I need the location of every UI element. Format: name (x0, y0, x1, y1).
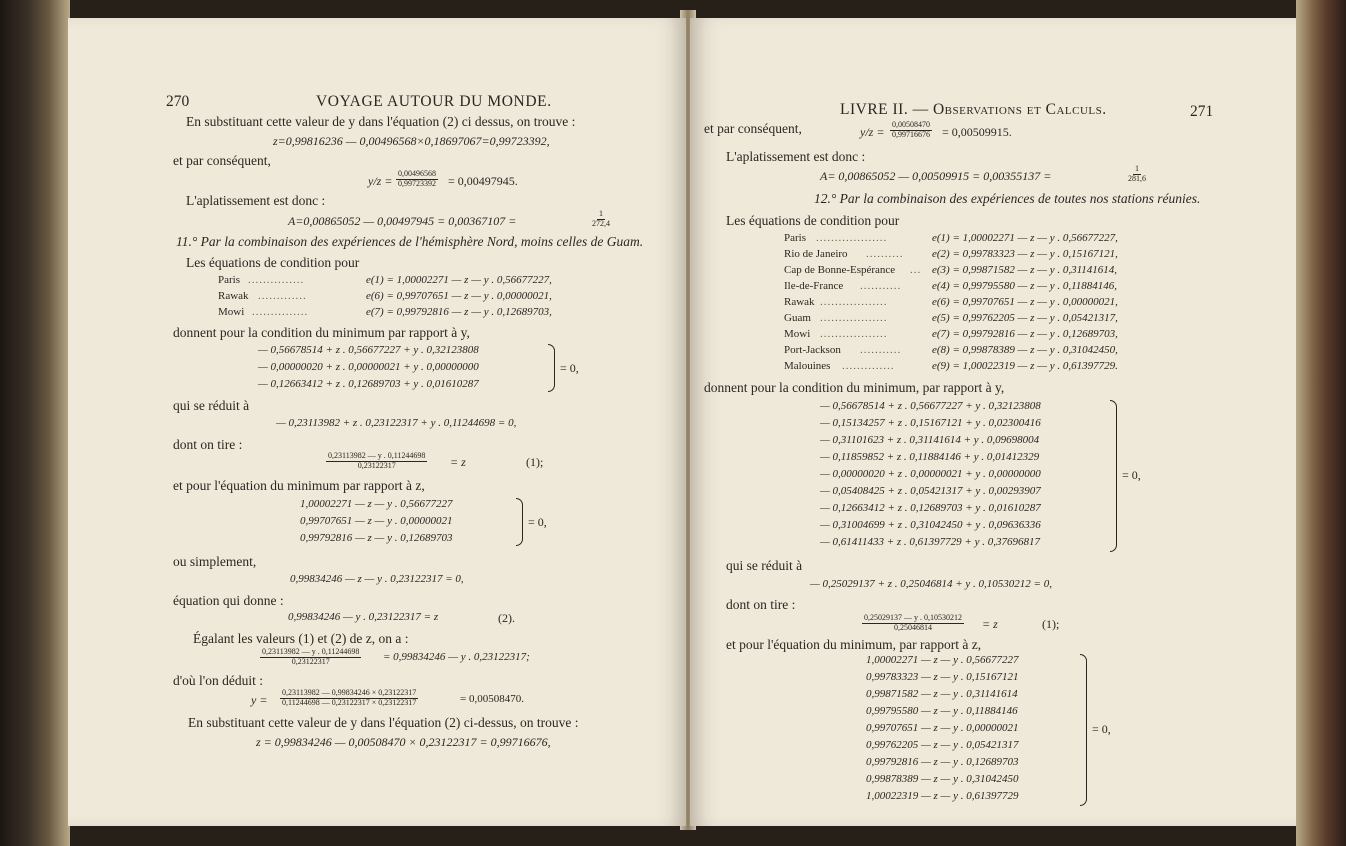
fraction (890, 121, 932, 140)
station-name: Ile-de-France (784, 280, 844, 292)
fraction (592, 210, 610, 229)
paragraph: d'où l'on déduit : (173, 673, 263, 688)
brace (516, 498, 523, 546)
equation: — 0,23113982 + z . 0,23122317 + y . 0,11244698 = 0, (276, 417, 517, 429)
fraction-lhs: y/z = (860, 125, 885, 139)
fraction-numerator: 0,23113982 — y . 0,11244698 (328, 451, 426, 460)
fraction (326, 452, 427, 471)
leader-dots: .................. (820, 312, 888, 324)
min-z-row: 0,99707651 — z — y . 0,00000021 (300, 515, 453, 527)
intro-line: En substituant cette valeur de y dans l'équation (2) ci dessus, on trouve : (186, 114, 576, 129)
fraction-denominator: 0,99723392 (398, 178, 436, 188)
paragraph: Les équations de condition pour (726, 213, 900, 228)
fraction-numerator: 1 (1135, 164, 1139, 173)
paragraph: dont on tire : (726, 597, 796, 612)
min-y-row: — 0,56678514 + z . 0,56677227 + y . 0,32123808 (820, 400, 1041, 412)
fraction-lhs: y/z = (368, 174, 393, 188)
fraction-denominator: 0,99716676 (892, 129, 930, 139)
leader-dots: ............. (258, 290, 307, 302)
fraction-rhs: = 0,00508470. (460, 693, 524, 705)
station-name: Paris (218, 274, 240, 286)
min-y-row: — 0,12663412 + z . 0,12689703 + y . 0,01610287 (258, 378, 479, 390)
min-y-row: — 0,31004699 + z . 0,31042450 + y . 0,09636336 (820, 519, 1041, 531)
paragraph: et pour l'équation du minimum par rapport à z, (173, 478, 425, 493)
paragraph: qui se réduit à (173, 398, 250, 413)
fraction-denominator: 272,4 (592, 218, 610, 228)
station-equation: e(3) = 0,99871582 — z — y . 0,31141614, (932, 264, 1118, 276)
station-equation: e(8) = 0,99878389 — z — y . 0,31042450, (932, 344, 1118, 356)
station-equation: e(1) = 1,00002271 — z — y . 0,56677227, (366, 274, 552, 286)
equation: A= 0,00865052 — 0,00509915 = 0,00355137 = (820, 169, 1052, 183)
station-name: Port-Jackson (784, 344, 841, 356)
paragraph: L'aplatissement est donc : (726, 149, 866, 164)
leader-dots: ................... (816, 232, 888, 244)
paragraph: L'aplatissement est donc : (186, 193, 326, 208)
equation: — 0,25029137 + z . 0,25046814 + y . 0,10530212 = 0, (810, 578, 1052, 590)
leader-dots: ........... (860, 344, 902, 356)
fraction-denominator: 281,6 (1128, 173, 1146, 183)
book-edge-left (0, 0, 70, 846)
leader-dots: ........... (860, 280, 902, 292)
equation-number: (1); (526, 455, 544, 469)
right-page (690, 18, 1296, 826)
page-number-right: 271 (1190, 103, 1214, 120)
min-z-row: 0,99707651 — z — y . 0,00000021 (866, 722, 1019, 734)
left-page (68, 18, 686, 826)
brace (1080, 654, 1087, 806)
page-number-left: 270 (166, 93, 190, 110)
fraction-numerator: 0,25029137 — y . 0,10530212 (864, 613, 962, 622)
min-y-row: — 0,00000020 + z . 0,00000021 + y . 0,00000000 (258, 361, 479, 373)
station-equation: e(6) = 0,99707651 — z — y . 0,00000021, (932, 296, 1118, 308)
min-y-row: — 0,11859852 + z . 0,11884146 + y . 0,01412329 (820, 451, 1040, 463)
leader-dots: .............. (842, 360, 895, 372)
min-z-row: 1,00002271 — z — y . 0,56677227 (866, 654, 1019, 666)
station-equation: e(2) = 0,99783323 — z — y . 0,15167121, (932, 248, 1118, 260)
fraction (862, 614, 964, 633)
paragraph: En substituant cette valeur de y dans l'équation (2) ci-dessus, on trouve : (188, 715, 579, 730)
station-equation: e(7) = 0,99792816 — z — y . 0,12689703, (366, 306, 552, 318)
paragraph: et par conséquent, (704, 121, 802, 136)
brace-result: = 0, (528, 515, 547, 529)
min-z-row: 0,99792816 — z — y . 0,12689703 (866, 756, 1019, 768)
equation-number: (1); (1042, 617, 1060, 631)
station-name: Mowi (784, 328, 811, 340)
station-equation: e(9) = 1,00022319 — z — y . 0,61397729. (932, 360, 1118, 372)
station-name: Rio de Janeiro (784, 248, 848, 260)
station-equation: e(1) = 1,00002271 — z — y . 0,56677227, (932, 232, 1118, 244)
paragraph: et par conséquent, (173, 153, 271, 168)
leader-dots: .................. (820, 296, 888, 308)
fraction-denominator: 0,11244698 — 0,23122317 × 0,23122317 (282, 697, 417, 707)
min-z-row: 0,99783323 — z — y . 0,15167121 (866, 671, 1019, 683)
station-equation: e(6) = 0,99707651 — z — y . 0,00000021, (366, 290, 552, 302)
fraction-rhs: = 0,99834246 — y . 0,23122317; (383, 651, 530, 663)
min-y-row: — 0,56678514 + z . 0,56677227 + y . 0,32123808 (258, 344, 479, 356)
leader-dots: ............... (248, 274, 305, 286)
station-equation: e(4) = 0,99795580 — z — y . 0,11884146, (932, 280, 1118, 292)
fraction-rhs: = 0,00509915. (942, 125, 1012, 139)
min-y-row: — 0,00000020 + z . 0,00000021 + y . 0,00000000 (820, 468, 1041, 480)
min-z-row: 0,99792816 — z — y . 0,12689703 (300, 532, 453, 544)
station-name: Mowi (218, 306, 245, 318)
paragraph: donnent pour la condition du minimum, par rapport à y, (704, 380, 1005, 395)
min-y-row: — 0,15134257 + z . 0,15167121 + y . 0,02300416 (820, 417, 1041, 429)
fraction-numerator: 0,00496568 (398, 169, 436, 178)
fraction-numerator: 0,23113982 — 0,99834246 × 0,23122317 (282, 688, 417, 697)
brace (548, 344, 555, 392)
station-name: Cap de Bonne-Espérance (784, 264, 896, 276)
fraction-denominator: 0,23122317 (291, 656, 330, 666)
station-equation: e(7) = 0,99792816 — z — y . 0,12689703, (932, 328, 1118, 340)
fraction-denominator: 0,25046814 (894, 622, 932, 632)
min-y-row: — 0,31101623 + z . 0,31141614 + y . 0,09698004 (820, 434, 1040, 446)
station-name: Malouines (784, 360, 831, 372)
brace (1110, 400, 1117, 552)
min-z-row: 0,99878389 — z — y . 0,31042450 (866, 773, 1019, 785)
fraction (260, 648, 361, 667)
fraction-lhs: y = (251, 693, 268, 707)
fraction-rhs: = z (982, 617, 998, 631)
fraction-numerator: 1 (599, 209, 603, 218)
fraction-numerator: 0,23113982 — y . 0,11244698 (262, 647, 360, 656)
station-equation: e(5) = 0,99762205 — z — y . 0,05421317, (932, 312, 1118, 324)
min-z-row: 0,99871582 — z — y . 0,31141614 (866, 688, 1018, 700)
fraction (1128, 165, 1146, 184)
leader-dots: ............... (252, 306, 309, 318)
min-y-row: — 0,05408425 + z . 0,05421317 + y . 0,00293907 (820, 485, 1041, 497)
equation: z=0,99816236 — 0,00496568×0,18697067=0,99723392, (273, 134, 550, 148)
fraction-numerator: 0,00508470 (892, 120, 930, 129)
fraction-rhs: = 0,00497945. (448, 174, 518, 188)
station-name: Paris (784, 232, 806, 244)
section-heading: 12.° Par la combinaison des expériences de toutes nos stations réunies. (814, 191, 1201, 206)
fraction-rhs: = z (450, 455, 466, 469)
paragraph: ou simplement, (173, 554, 257, 569)
paragraph: donnent pour la condition du minimum par rapport à y, (173, 325, 470, 340)
fraction (396, 170, 438, 189)
paragraph: équation qui donne : (173, 593, 284, 608)
leader-dots: .................. (820, 328, 888, 340)
equation-number: (2). (498, 611, 515, 625)
section-heading: 11.° Par la combinaison des expériences de l'hémisphère Nord, moins celles de Guam. (176, 234, 644, 249)
paragraph: dont on tire : (173, 437, 243, 452)
min-y-row: — 0,12663412 + z . 0,12689703 + y . 0,01610287 (820, 502, 1041, 514)
min-z-row: 1,00022319 — z — y . 0,61397729 (866, 790, 1019, 802)
brace-result: = 0, (560, 361, 579, 375)
fraction-denominator: 0,23122317 (357, 460, 396, 470)
min-y-row: — 0,61411433 + z . 0,61397729 + y . 0,37696817 (820, 536, 1040, 548)
fraction (280, 689, 418, 708)
leader-dots: .......... (866, 248, 904, 260)
equation: 0,99834246 — z — y . 0,23122317 = 0, (290, 573, 464, 585)
min-z-row: 0,99795580 — z — y . 0,11884146 (866, 705, 1018, 717)
running-head-right: LIVRE II. — Observations et Calculs. (840, 101, 1107, 118)
min-z-row: 1,00002271 — z — y . 0,56677227 (300, 498, 453, 510)
running-head-left: VOYAGE AUTOUR DU MONDE. (316, 93, 552, 110)
paragraph: Les équations de condition pour (186, 255, 360, 270)
equation: A=0,00865052 — 0,00497945 = 0,00367107 = (288, 214, 517, 228)
brace-result: = 0, (1092, 722, 1111, 736)
paragraph: et pour l'équation du minimum, par rapport à z, (726, 637, 982, 652)
equation: z = 0,99834246 — 0,00508470 × 0,23122317 = 0,99716676, (256, 735, 551, 749)
min-z-row: 0,99762205 — z — y . 0,05421317 (866, 739, 1019, 751)
book-edge-right (1296, 0, 1346, 846)
paragraph: qui se réduit à (726, 558, 803, 573)
leader-dots: ... (910, 264, 922, 276)
station-name: Rawak (784, 296, 815, 308)
station-name: Guam (784, 312, 811, 324)
paragraph: Égalant les valeurs (1) et (2) de z, on a : (193, 631, 409, 646)
equation: 0,99834246 — y . 0,23122317 = z (288, 611, 439, 623)
brace-result: = 0, (1122, 468, 1141, 482)
station-name: Rawak (218, 290, 249, 302)
